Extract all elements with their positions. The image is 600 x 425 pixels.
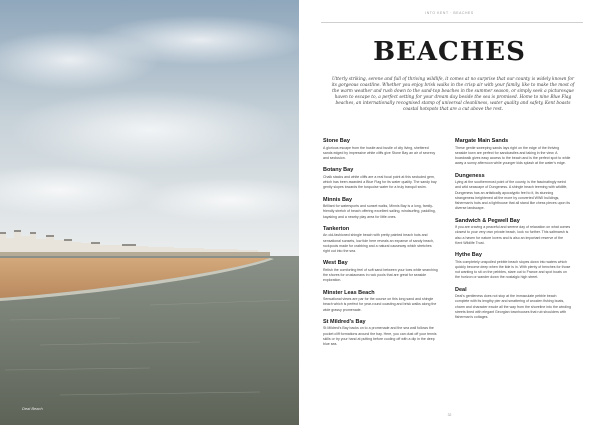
beach-entry-body: Sensational views are par for the course on this long sand and shingle beach which is perfect for year-round coasting and brisk walks along the wide grassy promenade. bbox=[323, 297, 437, 312]
beach-entry-title: Margate Main Sands bbox=[455, 138, 509, 144]
beach-entry-body: Deal's gentleness does not stop at the immaculate pebble beach complete with its lengthy pier and smattering of wooden fishing boats, charm and character exude all the way from the shoreline into the winding streets lined with elegant Georgian townhouses that rub shoulders with fisherman's cottages. bbox=[455, 294, 571, 319]
beach-entry-title: West Bay bbox=[323, 260, 348, 267]
page-number: 32 bbox=[447, 413, 452, 417]
beach-entry-title: Minster Leas Beach bbox=[323, 289, 375, 296]
coastline-photo bbox=[0, 0, 299, 425]
beach-entry bbox=[455, 138, 571, 167]
beach-entry-body: A glorious escape from the hustle and bustle of city living, sheltered sands edged by impressive white cliffs give Stone Bay an air of secrecy and seclusion. bbox=[323, 145, 436, 160]
beach-entry bbox=[455, 173, 571, 212]
beach-entry bbox=[323, 226, 439, 255]
beach-entry bbox=[455, 287, 571, 321]
beach-entry-title: St Mildred's Bay bbox=[323, 318, 366, 325]
beach-entry bbox=[323, 260, 439, 283]
article-page bbox=[299, 0, 600, 425]
intro-paragraph: Utterly striking, serene and full of thriving wildlife, it comes at no surprise that our county is widely known for its gorgeous coastline. Whether you enjoy brisk walks in the crisp air with your family, like to make the most of the warm weather and rush down to the sand-top beaches in the summer season, or simply seek a picturesque haven to escape to, a perfect setting for your dream day beside the sea is promised. Home to nine Blue Flag beaches, an internationally recognised stamp of universal cleanliness, water quality and safety, Kent boasts coastal hotspots that are a cut above the rest. bbox=[331, 77, 575, 113]
beach-entry-title: Sandwich & Pegwell Bay bbox=[455, 217, 520, 224]
beach-entry-title: Minnis Bay bbox=[323, 196, 353, 203]
beach-entry bbox=[323, 167, 439, 190]
coastline-photo-icon bbox=[0, 0, 299, 425]
beach-entry-body: St Mildred's Bay backs on to a promenade and the sea wall follows the pocket cliff formations around the bay. Here, you can dust off your tennis skills or try your hand at putting before cooling off with a dip in the deep blue sea. bbox=[323, 326, 437, 346]
beach-entry bbox=[323, 197, 439, 220]
beach-entry-body: These gentle sweeping sands lays right on the edge of the thriving seaside town are perfect for sandcastles and taking in the view. A boardwalk gives easy access to the beach and is the perfect spot to while away a sunny afternoon while younger kids splash at the water's edge. bbox=[455, 145, 571, 166]
right-column bbox=[455, 138, 571, 326]
beach-entry bbox=[455, 218, 571, 247]
photo-credit: Deal Beach bbox=[22, 406, 43, 411]
beach-entry-body: Chalk stacks and white cliffs are a real focal point at this secluded gem, which has been awarded a Blue Flag for its water quality. The sandy bay gently slopes towards the turquoise water for a truly tranquil swim. bbox=[323, 174, 437, 190]
beach-entry-body: An old-fashioned shingle beach with pretty painted beach huts and sensational sunsets, low tide here reveals an expanse of sandy beach, rockpools made for crabbing and a natural causeway which stretches right out into the sea. bbox=[323, 233, 435, 253]
beach-entry-body: Relish the comforting feel of soft sand between your toes while searching the shores for crustaceans in rock pools that are great for seaside exploration. bbox=[323, 267, 438, 283]
beach-entry-body: This completely unspoiled pebble beach slopes down into waters which quickly become deep when the tide is in. With plenty of benches for those not wanting to sit on the pebbles, stare out to France and spot boats on the horizon or wander down the nostalgic high street. bbox=[455, 259, 571, 280]
beach-entry-title: Deal bbox=[455, 286, 467, 293]
page-title: BEACHES bbox=[373, 37, 526, 67]
beach-entry-title: Tankerton bbox=[323, 225, 350, 232]
beach-entry-title: Hythe Bay bbox=[455, 252, 482, 258]
beach-entry-title: Stone Bay bbox=[323, 138, 350, 144]
beach-entry-body: Brilliant for watersports and sunset walks, Minnis Bay is a long, family-friendly stretch of beach offering excellent sailing, windsurfing, paddling, kayaking and a nearby play area for little ones. bbox=[323, 204, 436, 219]
running-head: INTO KENT · BEACHES bbox=[425, 11, 474, 15]
beach-entry-title: Botany Bay bbox=[323, 167, 354, 174]
left-column bbox=[323, 138, 439, 353]
beach-entry bbox=[323, 138, 439, 161]
beach-entry-title: Dungeness bbox=[455, 172, 485, 179]
beach-entry bbox=[323, 290, 439, 313]
beach-entry bbox=[323, 319, 439, 348]
beach-entry-body: Lying at the southernmost point of the county, is the fascinatingly weird and wild seascape of Dungeness. A shingle beach teeming with wildlife, Dungeness has an artistically apocalyptic feel to it, its stunning strangeness heightened all the more by converted WWII buildings, fisherman's huts and a lighthouse that all stand like chess pieces upon its diverse landscape. bbox=[455, 180, 571, 211]
header-divider bbox=[321, 22, 583, 23]
beach-entry bbox=[455, 252, 571, 281]
beach-entry-body: If you are craving a peaceful and serene day of relaxation on what comes closest to your very own private beach, look no further. This saltmarsh is also a haven for nature lovers and is also an important reserve of the Kent Wildlife Trust. bbox=[455, 225, 571, 245]
